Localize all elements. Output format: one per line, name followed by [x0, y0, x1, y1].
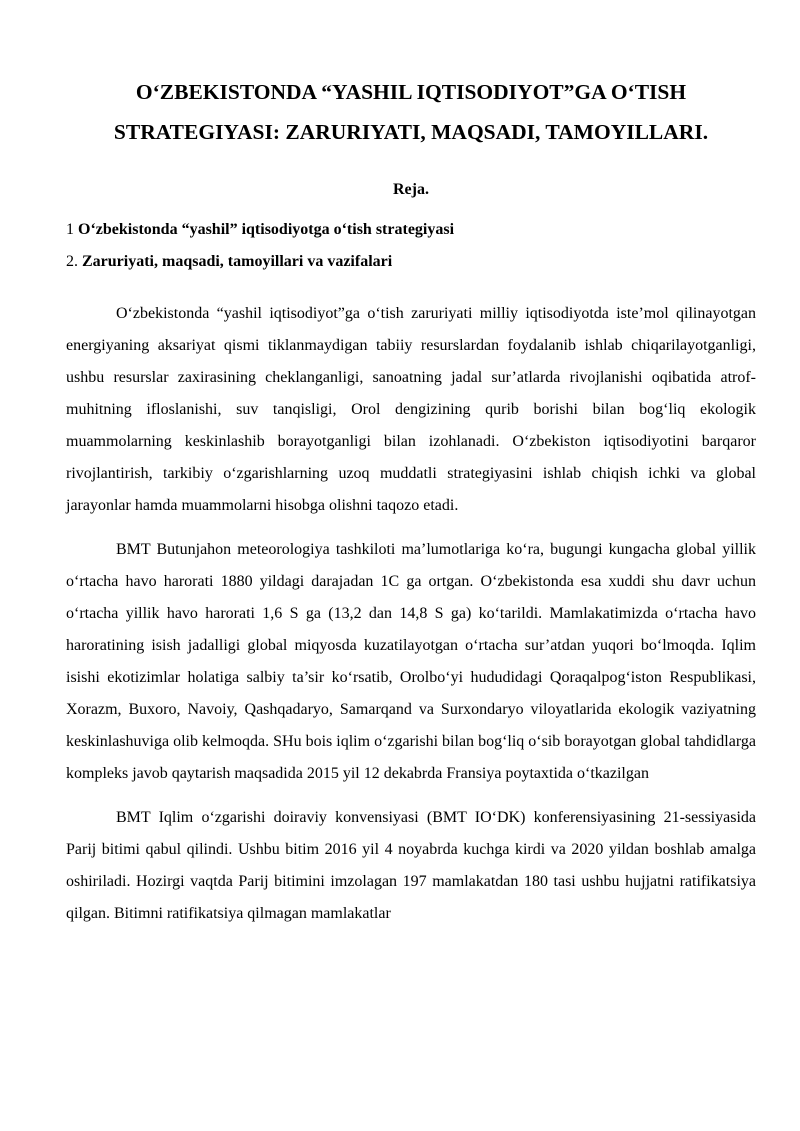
document-title: [66, 72, 756, 152]
plan-item-number: 1: [66, 221, 78, 238]
body-paragraph: O‘zbekistonda “yashil iqtisodiyot”ga o‘tish zaruriyati milliy iqtisodiyotda iste’mol qilinayotgan energiyaning aksariyat qismi tiklanmaydigan tabiiy resurslardan foydalanib ishlab chiqarilayotganligi, ushbu resurslar zaxirasining cheklanganligi, sanoatning jadal sur’atlarda rivojlanishi oqibatida atrof-muhitning ifloslanishi, suv tanqisligi, Orol dengizining qurib borishi bilan bog‘liq ekologik muammolarning keskinlashib borayotganligi bilan izohlanadi. O‘zbekiston iqtisodiyotini barqaror rivojlantirish, tarkibiy o‘zgarishlarning uzoq muddatli strategiyasini ishlab chiqish ichki va global jarayonlar hamda muammolarni hisobga olishni taqozo etadi.: [66, 305, 756, 514]
plan-item-number: 2.: [66, 253, 82, 270]
plan-item-text: O‘zbekistonda “yashil” iqtisodiyotga o‘tish strategiyasi: [78, 221, 455, 238]
body-paragraph: BMT Butunjahon meteorologiya tashkiloti ma’lumotlariga ko‘ra, bugungi kungacha global yillik o‘rtacha havo harorati 1880 yildagi darajadan 1C ga ortgan. O‘zbekistonda esa xuddi shu davr uchun o‘rtacha yillik havo harorati 1,6 S ga (13,2 dan 14,8 S ga) ko‘tarildi. Mamlakatimizda o‘rtacha havo haroratining isish jadalligi global miqyosda kuzatilayotgan o‘rtacha sur’atdan yuqori bo‘lmoqda. Iqlim isishi ekotizimlar holatiga salbiy ta’sir ko‘rsatib, Orolbo‘yi hududidagi Qoraqalpog‘iston Respublikasi, Xorazm, Buxoro, Navoiy, Qashqadaryo, Samarqand va Surxondaryo viloyatlarida ekologik vaziyatning keskinlashuviga olib kelmoqda. SHu bois iqlim o‘zgarishi bilan bog‘liq o‘sib borayotgan global tahdidlarga kompleks javob qaytarish maqsadida 2015 yil 12 dekabrda Fransiya poytaxtida o‘tkazilgan: [66, 541, 756, 782]
document-page: [66, 72, 756, 930]
plan-list: [66, 214, 756, 278]
plan-item: [66, 214, 756, 246]
plan-item-text: Zaruriyati, maqsadi, tamoyillari va vazifalari: [82, 253, 393, 270]
plan-item: [66, 246, 756, 278]
body-paragraph: BMT Iqlim o‘zgarishi doiraviy konvensiyasi (BMT IO‘DK) konferensiyasining 21-sessiyasida Parij bitimi qabul qilindi. Ushbu bitim 2016 yil 4 noyabrda kuchga kirdi va 2020 yildan boshlab amalga oshiriladi. Hozirgi vaqtda Parij bitimini imzolagan 197 mamlakatdan 180 tasi ushbu hujjatni ratifikatsiya qilgan. Bitimni ratifikatsiya qilmagan mamlakatlar: [66, 809, 756, 922]
title-line-2: STRATEGIYASI: ZARURIYATI, MAQSADI, TAMOYILLARI.: [113, 120, 709, 144]
plan-heading: Reja.: [393, 181, 429, 198]
title-line-1: O‘ZBEKISTONDA “YASHIL IQTISODIYOT”GA O‘TISH: [135, 80, 687, 104]
